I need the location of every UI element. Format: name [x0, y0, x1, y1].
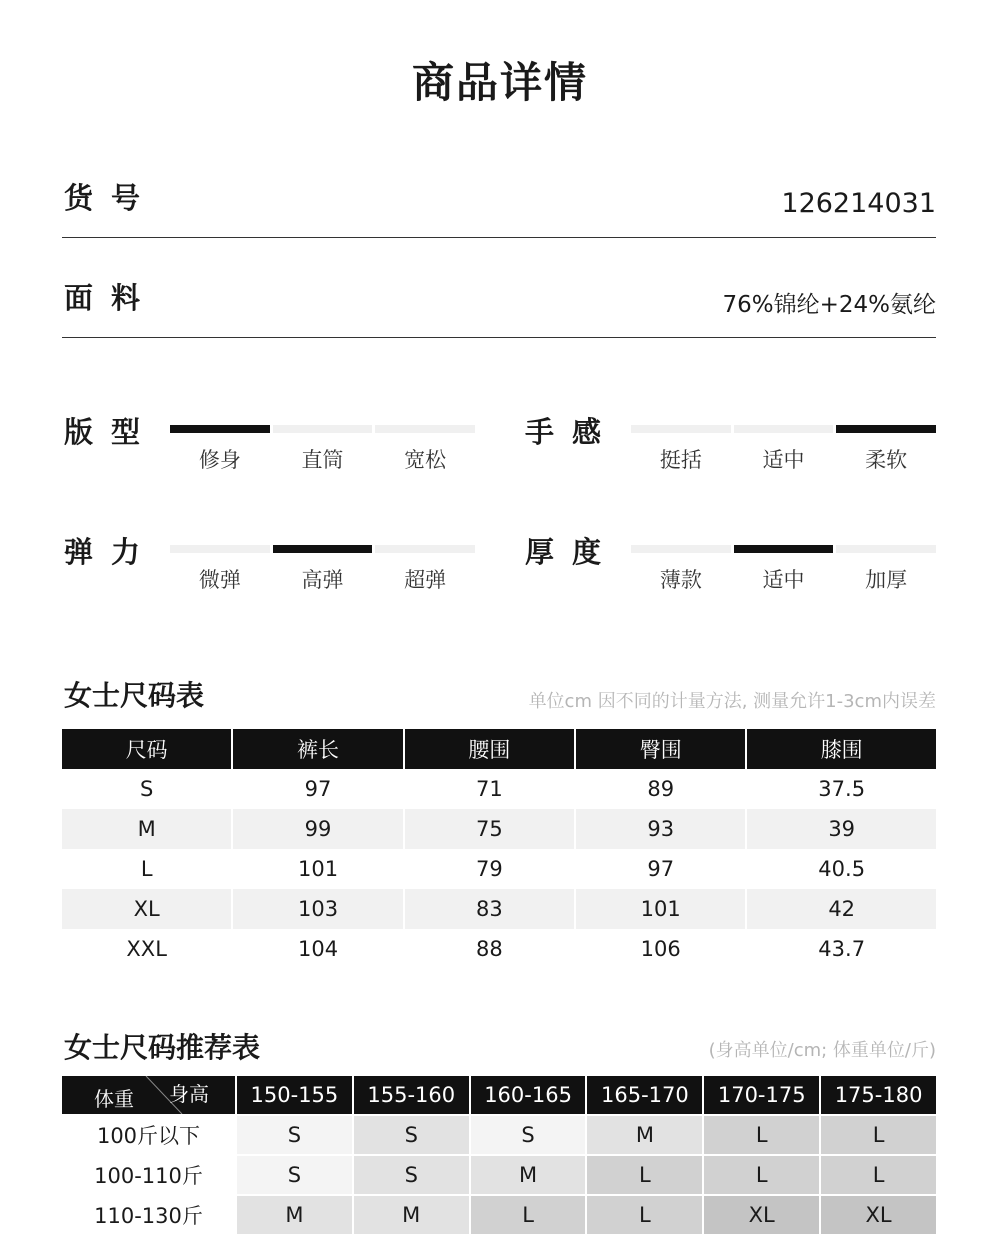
table-corner-header — [62, 1076, 235, 1114]
table-cell: S — [140, 777, 154, 801]
attr-option: 柔软 — [865, 448, 908, 472]
attr-stretch-label: 弹力 — [64, 535, 159, 569]
table-row — [62, 1156, 936, 1194]
table-cell: 71 — [475, 777, 503, 801]
scale-segment — [734, 425, 834, 433]
table-cell: L — [821, 1156, 936, 1194]
table-cell: M — [354, 1196, 469, 1234]
fabric-value: 76%锦纶+24%氨纶 — [722, 292, 936, 318]
attr-fit — [62, 410, 474, 490]
size-col-header: 膝围 — [747, 729, 936, 769]
table-cell: 97 — [647, 857, 675, 881]
weight-row-header: 100斤以下 — [62, 1116, 235, 1154]
table-cell: XL — [821, 1196, 936, 1234]
size-chart-note: 单位cm 因不同的计量方法, 测量允许1-3cm内误差 — [528, 691, 936, 712]
table-cell: 42 — [747, 889, 936, 929]
table-row — [62, 849, 936, 889]
scale-segment — [170, 545, 270, 553]
size-col-header: 裤长 — [233, 729, 402, 769]
table-cell: 83 — [405, 889, 574, 929]
attr-fit-scale — [170, 425, 475, 433]
table-row — [62, 769, 936, 809]
height-col-header: 165-170 — [587, 1076, 702, 1114]
scale-segment — [631, 425, 731, 433]
attr-thickness-scale — [631, 545, 936, 553]
table-cell: XL — [62, 889, 231, 929]
scale-segment — [836, 425, 936, 433]
corner-height-label: 身高 — [169, 1082, 209, 1106]
item-number-label: 货号 — [64, 181, 159, 215]
attr-option: 修身 — [198, 448, 241, 472]
corner-weight-label: 体重 — [94, 1087, 134, 1111]
table-row — [62, 809, 936, 849]
table-cell: 40.5 — [818, 857, 866, 881]
table-cell: 75 — [405, 809, 574, 849]
table-cell: 39 — [747, 809, 936, 849]
attr-option: 挺括 — [659, 448, 702, 472]
height-col-header: 170-175 — [704, 1076, 819, 1114]
size-chart-title: 女士尺码表 — [64, 679, 205, 712]
recommend-chart-title: 女士尺码推荐表 — [64, 1031, 261, 1064]
table-cell: 89 — [647, 777, 675, 801]
attr-option: 高弹 — [301, 568, 344, 592]
scale-segment — [375, 425, 475, 433]
table-cell: L — [140, 857, 153, 881]
height-col-header: 160-165 — [471, 1076, 586, 1114]
table-cell: 79 — [475, 857, 503, 881]
attr-option: 微弹 — [198, 568, 241, 592]
table-cell: L — [704, 1116, 819, 1154]
table-cell: S — [237, 1116, 352, 1154]
fabric-label: 面料 — [64, 281, 159, 315]
diagonal-divider — [62, 1076, 235, 1114]
weight-row-header: 110-130斤 — [62, 1196, 235, 1234]
table-cell: M — [587, 1116, 702, 1154]
attr-thickness-label: 厚度 — [525, 535, 620, 569]
table-cell: L — [704, 1156, 819, 1194]
size-col-header: 尺码 — [62, 729, 231, 769]
table-row — [62, 1196, 936, 1234]
item-number-value: 126214031 — [781, 188, 936, 219]
height-col-header: 175-180 — [821, 1076, 936, 1114]
table-cell: M — [62, 809, 231, 849]
table-cell: L — [587, 1196, 702, 1234]
table-cell: L — [471, 1196, 586, 1234]
table-cell: 103 — [233, 889, 402, 929]
scale-segment — [836, 545, 936, 553]
attr-option: 直筒 — [301, 448, 344, 472]
size-col-header: 臀围 — [576, 729, 745, 769]
scale-segment — [273, 425, 373, 433]
attr-feel — [523, 410, 935, 490]
recommend-chart-note: (身高单位/cm; 体重单位/斤) — [708, 1040, 936, 1061]
scale-segment — [375, 545, 475, 553]
table-cell: XXL — [126, 937, 167, 961]
table-cell: 101 — [297, 857, 339, 881]
attr-thickness — [523, 530, 935, 610]
table-cell: S — [354, 1116, 469, 1154]
table-cell: L — [821, 1116, 936, 1154]
table-cell: 101 — [576, 889, 745, 929]
attr-stretch — [62, 530, 474, 610]
page-title: 商品详情 — [411, 58, 588, 107]
attr-option: 适中 — [762, 448, 805, 472]
attr-option: 薄款 — [659, 568, 702, 592]
table-cell: XL — [704, 1196, 819, 1234]
fabric-row — [62, 238, 936, 338]
attr-option: 加厚 — [865, 568, 908, 592]
table-cell: 43.7 — [818, 937, 866, 961]
table-row — [62, 929, 936, 969]
attr-feel-scale — [631, 425, 936, 433]
table-cell: 88 — [475, 937, 503, 961]
attr-feel-label: 手感 — [525, 415, 620, 449]
table-row — [62, 1116, 936, 1154]
scale-segment — [734, 545, 834, 553]
attr-option: 适中 — [762, 568, 805, 592]
table-cell: S — [237, 1156, 352, 1194]
table-cell: S — [471, 1116, 586, 1154]
table-cell: 106 — [640, 937, 681, 961]
height-col-header: 155-160 — [354, 1076, 469, 1114]
attr-option: 宽松 — [404, 448, 447, 472]
table-cell: 104 — [297, 937, 339, 961]
size-chart-table — [60, 729, 938, 969]
scale-segment — [631, 545, 731, 553]
table-cell: 37.5 — [818, 777, 866, 801]
attr-stretch-scale — [170, 545, 475, 553]
table-cell: 97 — [304, 777, 332, 801]
attr-fit-label: 版型 — [64, 415, 159, 449]
scale-segment — [170, 425, 270, 433]
size-col-header: 腰围 — [405, 729, 574, 769]
table-cell: M — [471, 1156, 586, 1194]
weight-row-header: 100-110斤 — [62, 1156, 235, 1194]
table-cell: L — [587, 1156, 702, 1194]
table-cell: 99 — [233, 809, 402, 849]
table-row — [62, 889, 936, 929]
table-cell: 93 — [576, 809, 745, 849]
table-cell: M — [237, 1196, 352, 1234]
table-cell: S — [354, 1156, 469, 1194]
item-number-row — [62, 138, 936, 238]
attr-option: 超弹 — [404, 568, 447, 592]
recommend-chart-table — [60, 1074, 938, 1236]
height-col-header: 150-155 — [237, 1076, 352, 1114]
scale-segment — [273, 545, 373, 553]
